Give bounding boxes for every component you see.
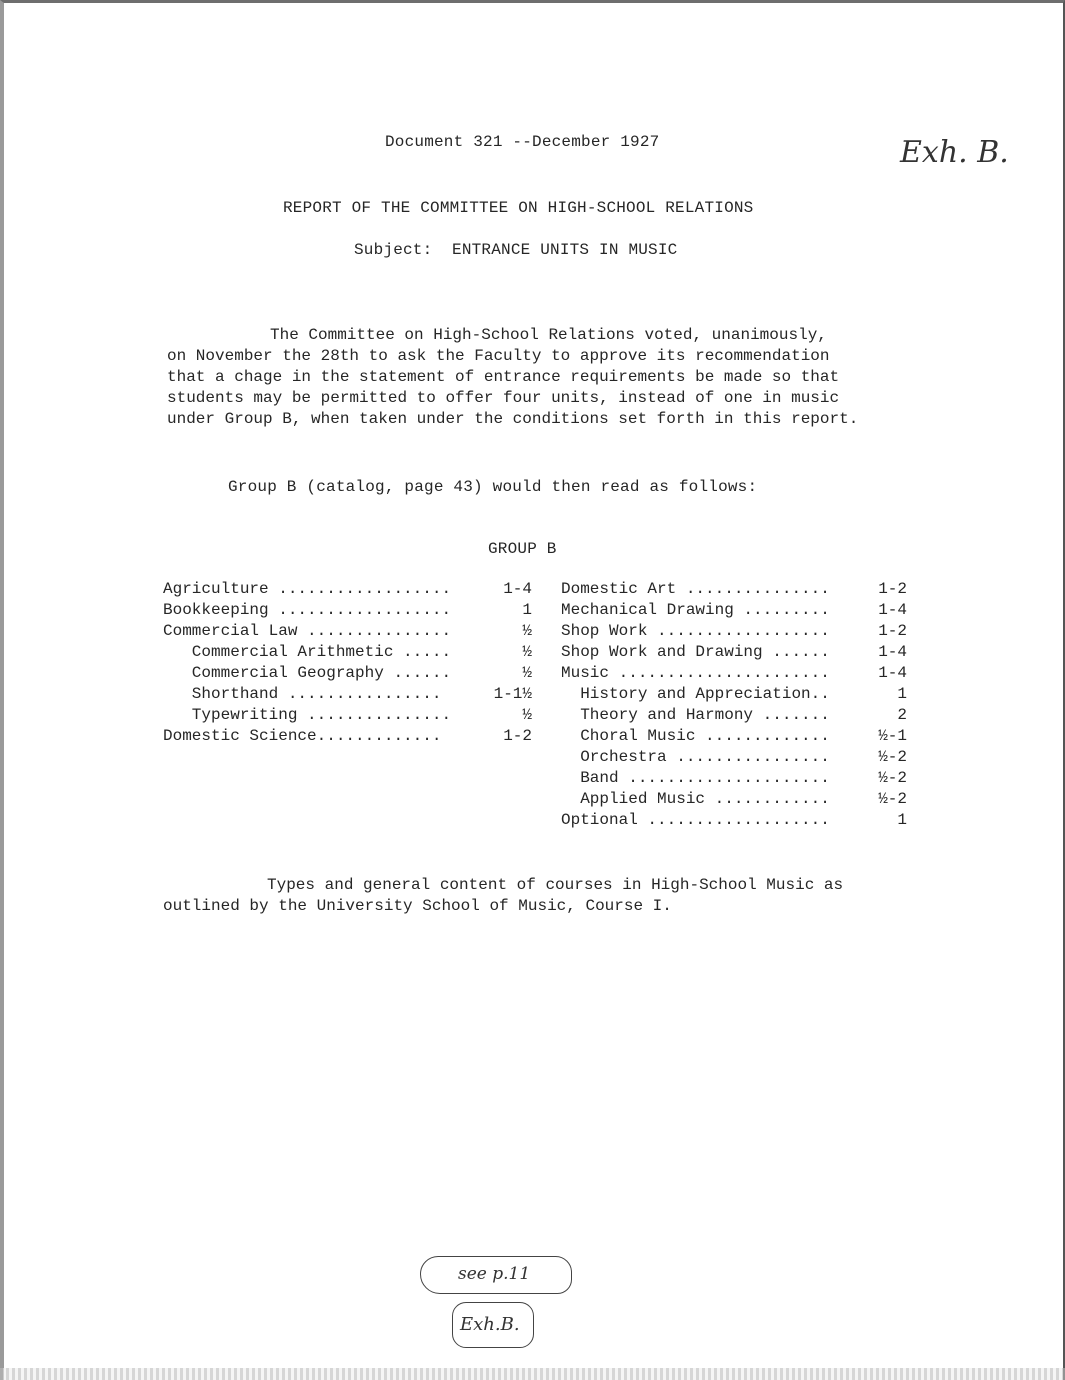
para-line: under Group B, when taken under the conditions set forth in this report. xyxy=(167,410,859,428)
document-number-date: Document 321 --December 1927 xyxy=(385,133,660,151)
list-item-value: 1-2 xyxy=(878,580,907,598)
list-item-label: Agriculture .................. xyxy=(163,580,452,598)
list-item-label: Choral Music ............. xyxy=(561,727,830,745)
list-item-value: 1-1½ xyxy=(493,685,532,703)
list-item-value: ½ xyxy=(522,643,532,661)
para-line: students may be permitted to offer four units, instead of one in music xyxy=(167,389,840,407)
para-line: The Committee on High-School Relations voted, unanimously, xyxy=(270,326,827,344)
list-item-value: ½-2 xyxy=(878,769,907,787)
para-line: outlined by the University School of Music, Course I. xyxy=(163,897,672,915)
list-item-value: ½-1 xyxy=(878,727,907,745)
list-item-label: Theory and Harmony ....... xyxy=(561,706,830,724)
list-item-value: ½ xyxy=(522,622,532,640)
list-item-label: Commercial Law ............... xyxy=(163,622,452,640)
list-item-value: 2 xyxy=(897,706,907,724)
list-item-value: 1-2 xyxy=(878,622,907,640)
list-item-value: 1-4 xyxy=(878,601,907,619)
list-item-value: 1-4 xyxy=(878,664,907,682)
para-line: Types and general content of courses in High-School Music as xyxy=(267,876,844,894)
list-item-value: 1 xyxy=(897,811,907,829)
list-item-value: 1-4 xyxy=(503,580,532,598)
list-item-label: Shorthand ................ xyxy=(163,685,442,703)
list-item-label: Mechanical Drawing ......... xyxy=(561,601,830,619)
list-item-label: Typewriting ............... xyxy=(163,706,452,724)
scan-edge xyxy=(0,1368,1065,1380)
stamp-note-top: see p.11 xyxy=(458,1264,531,1284)
list-item-label: Applied Music ............ xyxy=(561,790,830,808)
report-subject: Subject: ENTRANCE UNITS IN MUSIC xyxy=(354,241,678,259)
list-item-value: 1-2 xyxy=(503,727,532,745)
list-item-label: Orchestra ................ xyxy=(561,748,830,766)
list-item-label: Commercial Geography ...... xyxy=(163,664,452,682)
list-item-label: Music ...................... xyxy=(561,664,830,682)
list-item-label: Optional ................... xyxy=(561,811,830,829)
para-line: that a chage in the statement of entrance requirements be made so that xyxy=(167,368,840,386)
list-item-label: Shop Work .................. xyxy=(561,622,830,640)
list-item-label: Band ..................... xyxy=(561,769,830,787)
group-b-intro: Group B (catalog, page 43) would then read as follows: xyxy=(228,478,758,496)
list-item-value: ½ xyxy=(522,706,532,724)
handwritten-exhibit-mark: Exh. B. xyxy=(900,135,1009,170)
list-item-label: Shop Work and Drawing ...... xyxy=(561,643,830,661)
list-item-value: 1 xyxy=(522,601,532,619)
list-item-value: ½-2 xyxy=(878,790,907,808)
list-item-value: 1-4 xyxy=(878,643,907,661)
list-item-label: Bookkeeping .................. xyxy=(163,601,452,619)
stamp-note-bottom: Exh.B. xyxy=(460,1314,520,1335)
para-line: on November the 28th to ask the Faculty to approve its recommendation xyxy=(167,347,830,365)
list-item-value: ½-2 xyxy=(878,748,907,766)
list-item-label: Domestic Science............. xyxy=(163,727,442,745)
report-title: REPORT OF THE COMMITTEE ON HIGH-SCHOOL RELATIONS xyxy=(283,199,754,217)
list-item-label: Commercial Arithmetic ..... xyxy=(163,643,452,661)
list-item-value: ½ xyxy=(522,664,532,682)
list-item-value: 1 xyxy=(897,685,907,703)
list-item-label: Domestic Art ............... xyxy=(561,580,830,598)
group-b-heading: GROUP B xyxy=(488,540,557,558)
list-item-label: History and Appreciation.. xyxy=(561,685,830,703)
